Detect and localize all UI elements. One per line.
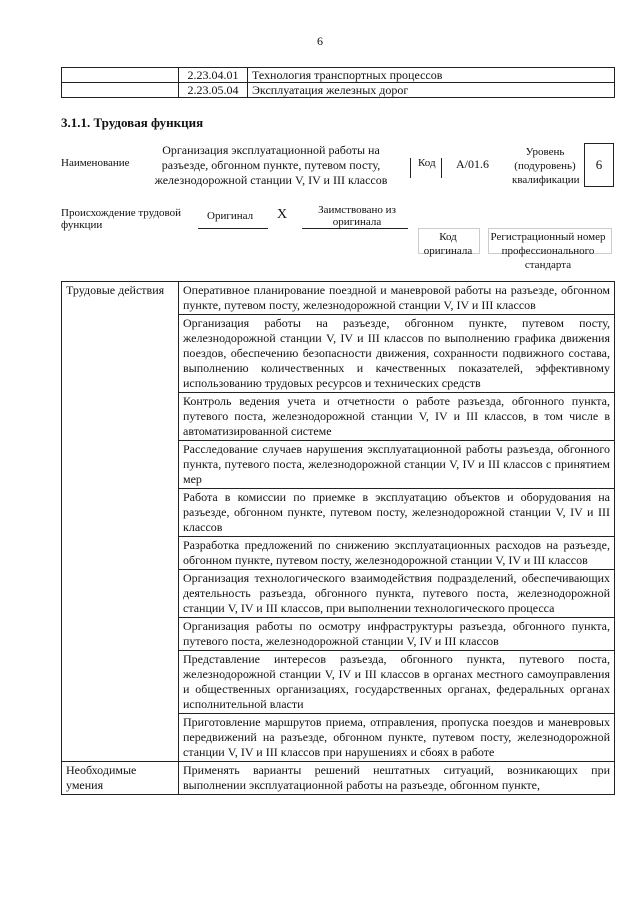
level-value: 6 [584, 143, 614, 187]
section-title: 3.1.1. Трудовая функция [61, 115, 204, 130]
skills-label: Необходимые умения [62, 762, 179, 795]
action-item: Организация работы по осмотру инфраструктуры разъезда, обгонного пункта, путевого поста, железнодорожной станции V, IV и III классов [179, 618, 615, 651]
empty-cell [62, 68, 179, 83]
empty-cell [62, 83, 179, 98]
action-item: Представление интересов разъезда, обгонного пункта, путевого поста, железнодорожной станции V, IV и III классов в органах местного самоуправления и общественных организациях, государственных органах, федеральных органах исполнительной власти [179, 651, 615, 714]
code-label: Код [418, 157, 436, 169]
function-code: A/01.6 [456, 157, 489, 171]
action-item: Организация технологического взаимодействия подразделений, обеспечивающих деятельность разъезда, обгонного пункта, путевого поста, железнодорожной станции V, IV и III классов, при выполнении технологического процесса [179, 570, 615, 618]
original-mark: X [277, 207, 288, 222]
action-item: Оперативное планирование поездной и маневровой работы на разъезде, обгонном пункте, путевом посту, железнодорожной станции V, IV и III классов [179, 282, 615, 315]
education-table [61, 67, 615, 98]
skill-item: Применять варианты решений нештатных ситуаций, возникающих при выполнении эксплуатационной работы на разъезде, обгонном пункте, [179, 762, 615, 795]
divider [198, 228, 268, 229]
function-name: Организация эксплуатационной работы на разъезде, обгонном пункте, путевом посту, железнодорожной станции V, IV и III классов [154, 143, 388, 187]
level-label: Уровень (подуровень) квалификации [512, 146, 580, 186]
specialty-code: 2.23.04.01 [179, 68, 248, 83]
table-row [62, 282, 615, 315]
specialty-code: 2.23.05.04 [179, 83, 248, 98]
actions-label: Трудовые действия [62, 282, 179, 762]
action-item: Приготовление маршрутов приема, отправления, пропуска поездов и маневровых передвижений на разъезде, обгонном пункте, путевом посту, железнодорожной станции V, IV и III классов при нарушениях и сбоях в работе [179, 714, 615, 762]
table-row [62, 762, 615, 795]
table-row [62, 83, 615, 98]
divider [441, 158, 442, 178]
origin-label: Происхождение трудовой функции [61, 207, 182, 231]
page-number: 6 [317, 34, 323, 48]
table-row [62, 68, 615, 83]
code-original-label: Код оригинала [423, 231, 473, 257]
action-item: Расследование случаев нарушения эксплуатационной работы разъезда, обгонного пункта, путевого поста, железнодорожной станции V, IV и III классов с принятием мер [179, 441, 615, 489]
original-label: Оригинал [207, 210, 254, 222]
borrowed-label: Заимствовано из оригинала [318, 204, 396, 228]
labor-function-table [61, 281, 615, 795]
divider [302, 228, 408, 229]
name-label: Наименование [61, 157, 130, 169]
action-item: Организация работы на разъезде, обгонном пункте, путевом посту, железнодорожной станции V, IV и III классов по выполнению графика движения поездов, обеспечению безопасности движения, сохранности подвижного состава, выполнению количественных и качественных показателей, эффективному использованию трудовых ресурсов и технических средств [179, 315, 615, 393]
action-item: Контроль ведения учета и отчетности о работе разъезда, обгонного пункта, путевого поста, железнодорожной станции V, IV и III классов, в том числе в автоматизированной системе [179, 393, 615, 441]
action-item: Разработка предложений по снижению эксплуатационных расходов на разъезде, обгонном пункте, путевом посту, железнодорожной станции V, IV и III классов [179, 537, 615, 570]
divider [410, 158, 411, 178]
specialty-name: Технология транспортных процессов [248, 68, 615, 83]
specialty-name: Эксплуатация железных дорог [248, 83, 615, 98]
action-item: Работа в комиссии по приемке в эксплуатацию объектов и оборудования на разъезде, обгонном пункте, путевом посту, железнодорожной станции V, IV и III классов [179, 489, 615, 537]
reg-number-label: Регистрационный номер профессионального стандарта [490, 231, 606, 271]
